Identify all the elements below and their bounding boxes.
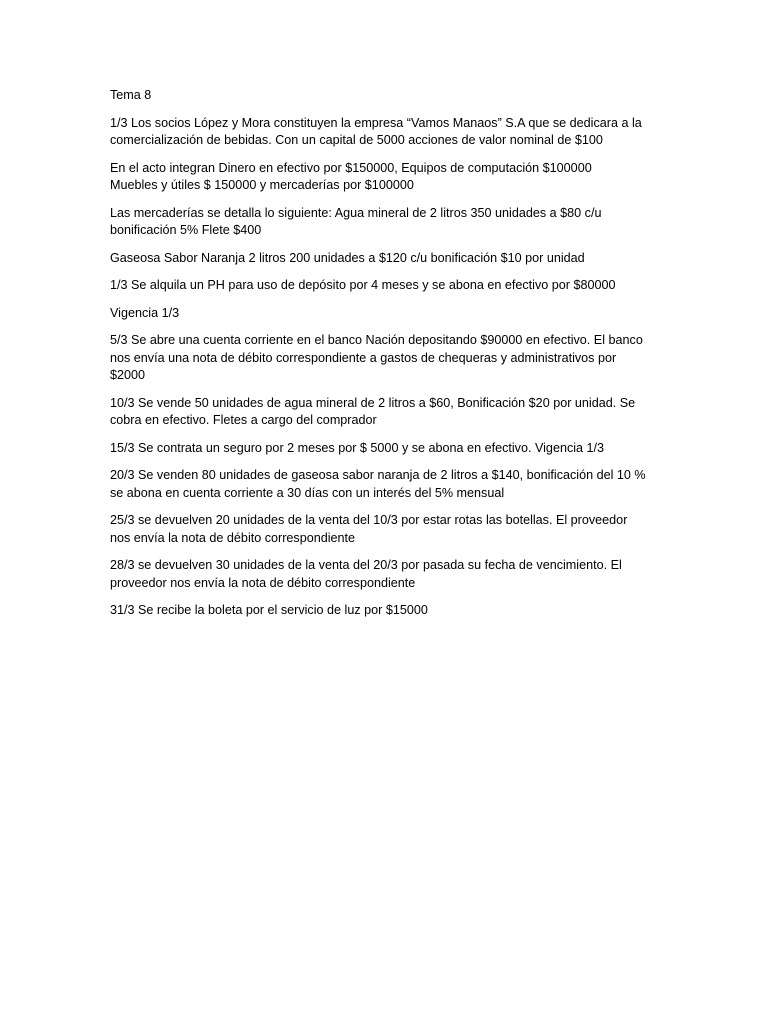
paragraph-water-sale <box>110 395 670 430</box>
text-line: 25/3 se devuelven 20 unidades de la venta del 10/3 por estar rotas las botellas. El proveedor <box>110 513 628 527</box>
paragraph-rent <box>110 277 670 295</box>
text-line: Tema 8 <box>110 88 152 102</box>
paragraph-company-formation <box>110 115 670 150</box>
document-body <box>110 87 670 630</box>
paragraph-return-water <box>110 512 670 547</box>
paragraph-electric-bill <box>110 602 670 620</box>
paragraph-insurance <box>110 440 670 458</box>
text-line: nos envía la nota de débito correspondiente <box>110 530 356 545</box>
paragraph-soda-detail <box>110 250 670 268</box>
text-line: 15/3 Se contrata un seguro por 2 meses por $ 5000 y se abona en efectivo. Vigencia 1/3 <box>110 440 605 455</box>
paragraph-initial-contributions <box>110 160 670 195</box>
text-line: nos envía una nota de débito correspondiente a gastos de chequeras y administrativos por <box>110 350 617 365</box>
text-line: Las mercaderías se detalla lo siguiente: Agua mineral de 2 litros 350 unidades a $80 c/u <box>110 205 602 220</box>
text-line: 1/3 Los socios López y Mora constituyen la empresa “Vamos Manaos” S.A que se dedicara a la <box>110 115 642 130</box>
text-line: Gaseosa Sabor Naranja 2 litros 200 unidades a $120 c/u bonificación $10 por unidad <box>110 250 585 265</box>
text-line: 1/3 Se alquila un PH para uso de depósito por 4 meses y se abona en efectivo por $80000 <box>110 278 616 292</box>
text-line: 28/3 se devuelven 30 unidades de la venta del 20/3 por pasada su fecha de vencimiento. El <box>110 558 622 572</box>
document-title <box>110 87 670 105</box>
text-line: 20/3 Se venden 80 unidades de gaseosa sabor naranja de 2 litros a $140, bonificación del 10 % <box>110 468 646 482</box>
text-line: En el acto integran Dinero en efectivo por $150000, Equipos de computación $100000 <box>110 160 592 175</box>
paragraph-soda-sale <box>110 467 670 502</box>
text-line: 5/3 Se abre una cuenta corriente en el banco Nación depositando $90000 en efectivo. El banco <box>110 333 643 347</box>
paragraph-rent-validity <box>110 305 670 323</box>
paragraph-return-soda <box>110 557 670 592</box>
text-line: 31/3 Se recibe la boleta por el servicio de luz por $15000 <box>110 603 428 617</box>
text-line: comercialización de bebidas. Con un capital de 5000 acciones de valor nominal de $100 <box>110 133 603 147</box>
text-line: proveedor nos envía la nota de débito correspondiente <box>110 575 416 590</box>
text-line: $2000 <box>110 368 146 382</box>
text-line: bonificación 5% Flete $400 <box>110 223 262 237</box>
text-line: 10/3 Se vende 50 unidades de agua mineral de 2 litros a $60, Bonificación $20 por unidad. Se <box>110 395 636 410</box>
text-line: Muebles y útiles $ 150000 y mercaderías por $100000 <box>110 178 414 192</box>
paragraph-merchandise-detail <box>110 205 670 240</box>
text-line: cobra en efectivo. Fletes a cargo del comprador <box>110 413 377 427</box>
text-line: se abona en cuenta corriente a 30 días con un interés del 5% mensual <box>110 485 505 500</box>
text-line: Vigencia 1/3 <box>110 305 180 320</box>
paragraph-bank-account <box>110 332 670 385</box>
